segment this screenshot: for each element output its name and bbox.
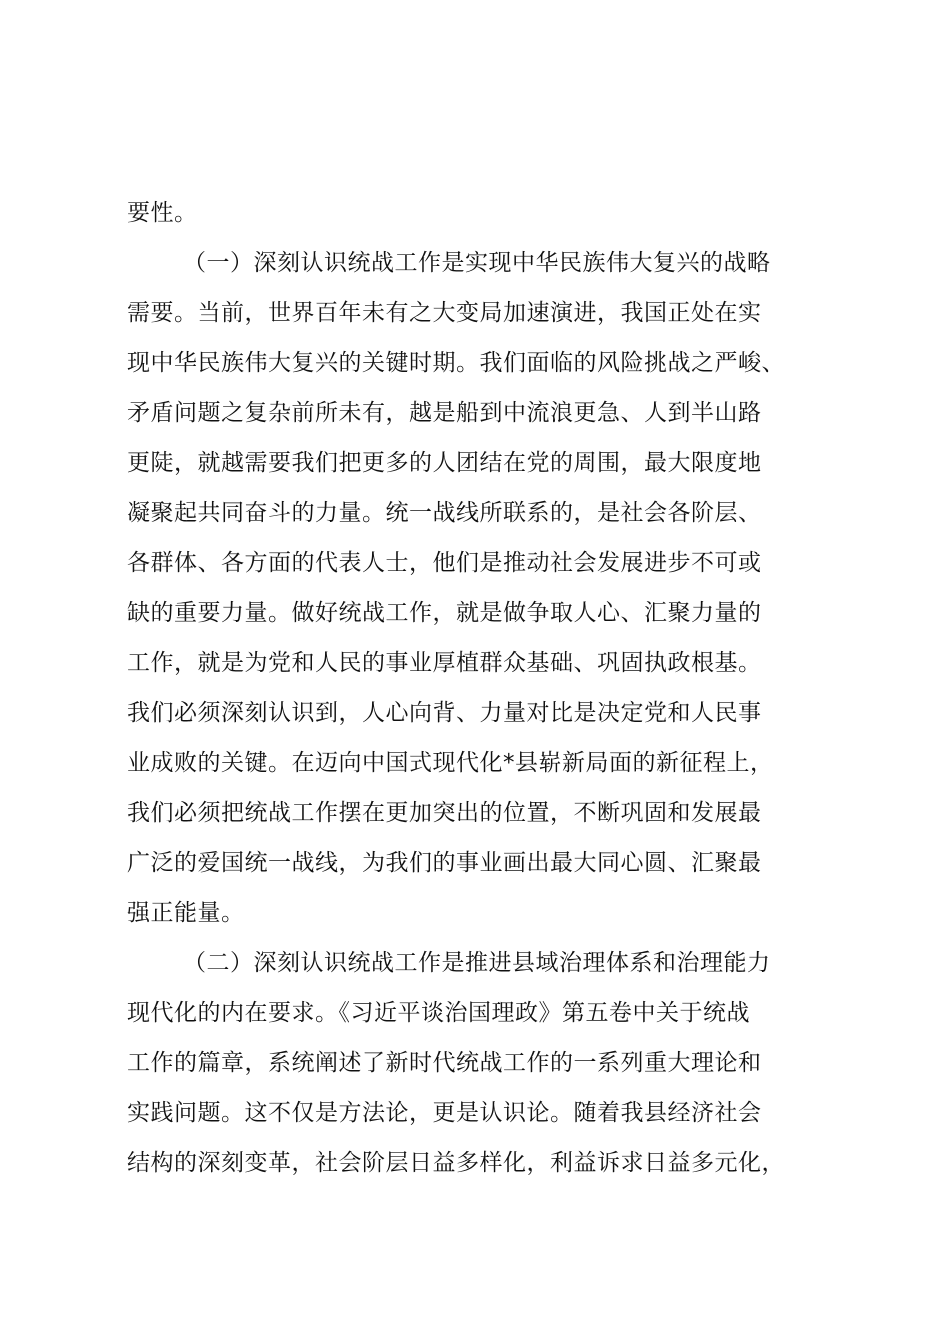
text-line: 广泛的爱国统一战线，为我们的事业画出最大同心圆、汇聚最 [127, 850, 762, 876]
text-line: 我们必须把统战工作摆在更加突出的位置，不断巩固和发展最 [127, 800, 762, 826]
text-line: 现中华民族伟大复兴的关键时期。我们面临的风险挑战之严峻、 [127, 350, 785, 376]
text-line: 我们必须深刻认识到，人心向背、力量对比是决定党和人民事 [127, 700, 762, 726]
text-line: 业成败的关键。在迈向中国式现代化*县崭新局面的新征程上， [127, 750, 774, 776]
text-line: 矛盾问题之复杂前所未有，越是船到中流浪更急、人到半山路 [127, 400, 762, 426]
text-line: 工作，就是为党和人民的事业厚植群众基础、巩固执政根基。 [127, 650, 762, 676]
section-heading-line: （一）深刻认识统战工作是实现中华民族伟大复兴的战略 [183, 250, 771, 276]
body-text [127, 188, 827, 1188]
text-line: 结构的深刻变革，社会阶层日益多样化，利益诉求日益多元化， [127, 1150, 785, 1176]
text-line: 凝聚起共同奋斗的力量。统一战线所联系的，是社会各阶层、 [127, 500, 762, 526]
text-line: 实践问题。这不仅是方法论，更是认识论。随着我县经济社会 [127, 1100, 762, 1126]
text-line: 更陡，就越需要我们把更多的人团结在党的周围，最大限度地 [127, 450, 762, 476]
text-line: 需要。当前，世界百年未有之大变局加速演进，我国正处在实 [127, 300, 762, 326]
text-line: 现代化的内在要求。《习近平谈治国理政》第五卷中关于统战 [127, 1000, 750, 1026]
text-line: 工作的篇章，系统阐述了新时代统战工作的一系列重大理论和 [127, 1050, 762, 1076]
section-heading-line: （二）深刻认识统战工作是推进县域治理体系和治理能力 [183, 950, 771, 976]
text-line: 要性。 [127, 200, 198, 226]
text-line: 强正能量。 [127, 900, 245, 926]
text-line: 缺的重要力量。做好统战工作，就是做争取人心、汇聚力量的 [127, 600, 762, 626]
text-line: 各群体、各方面的代表人士，他们是推动社会发展进步不可或 [127, 550, 762, 576]
